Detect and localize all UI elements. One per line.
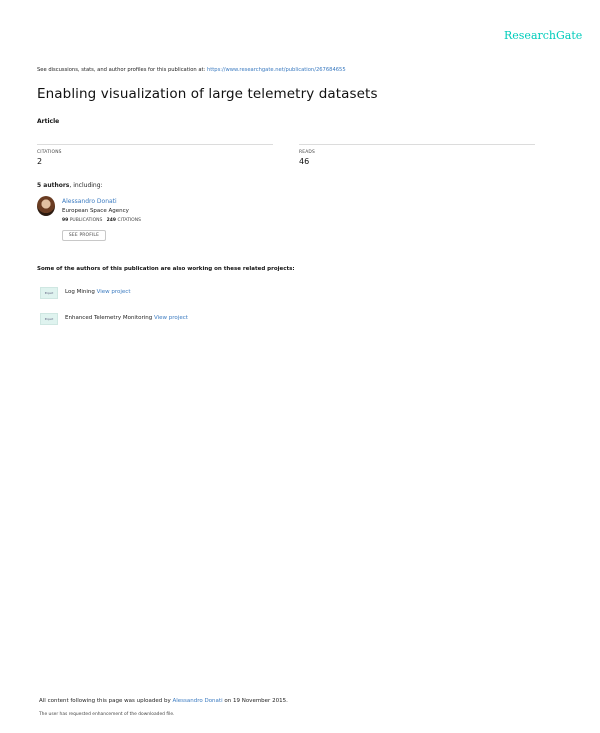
author-affiliation: European Space Agency [62,208,129,214]
publication-url-link[interactable]: https://www.researchgate.net/publication/267684655 [206,67,346,73]
project-thumbnail[interactable] [40,287,58,299]
uploaded-suffix: on 19 November 2015. [224,698,288,704]
citations-label: CITATIONS [37,150,62,155]
project-name: Log Mining [65,289,95,295]
publication-title: Enabling visualization of large telemetry datasets [37,86,378,102]
enhancement-note: The user has requested enhancement of the downloaded file. [39,712,175,717]
author-publications-label: PUBLICATIONS [69,218,103,223]
view-project-link[interactable]: View project [154,315,188,321]
project-thumbnail[interactable] [40,313,58,325]
author-stats [62,218,141,223]
authors-suffix: , including: [69,182,103,189]
citations-value: 2 [37,157,43,166]
author-publications-count: 99 [62,218,69,223]
publication-type: Article [37,118,60,125]
project-item [65,289,130,295]
discussions-line [37,67,346,73]
project-item [65,315,188,321]
uploaded-prefix: All content following this page was uploaded by [39,698,171,704]
view-project-link[interactable]: View project [96,289,131,295]
researchgate-logo[interactable]: ResearchGate [504,29,583,42]
discussions-prefix: See discussions, stats, and author profiles for this publication at: [37,67,206,73]
divider-left [37,144,273,145]
divider-right [299,144,535,145]
project-thumbnail-label: Project [44,291,54,295]
uploaded-line [39,698,288,704]
reads-value: 46 [299,157,310,166]
authors-summary [37,182,103,189]
author-citations-count: 249 [106,218,117,223]
uploader-link[interactable]: Alessandro Donati [172,698,223,704]
author-name-link[interactable]: Alessandro Donati [62,198,117,205]
reads-label: READS [299,150,315,155]
project-name: Enhanced Telemetry Monitoring [65,315,153,321]
authors-count: 5 authors [37,182,70,189]
see-profile-button[interactable]: SEE PROFILE [62,230,106,241]
author-citations-label: CITATIONS [117,218,141,223]
author-avatar[interactable] [37,196,55,216]
project-thumbnail-label: Project [44,317,54,321]
related-projects-heading: Some of the authors of this publication are also working on these related projects: [37,266,295,272]
